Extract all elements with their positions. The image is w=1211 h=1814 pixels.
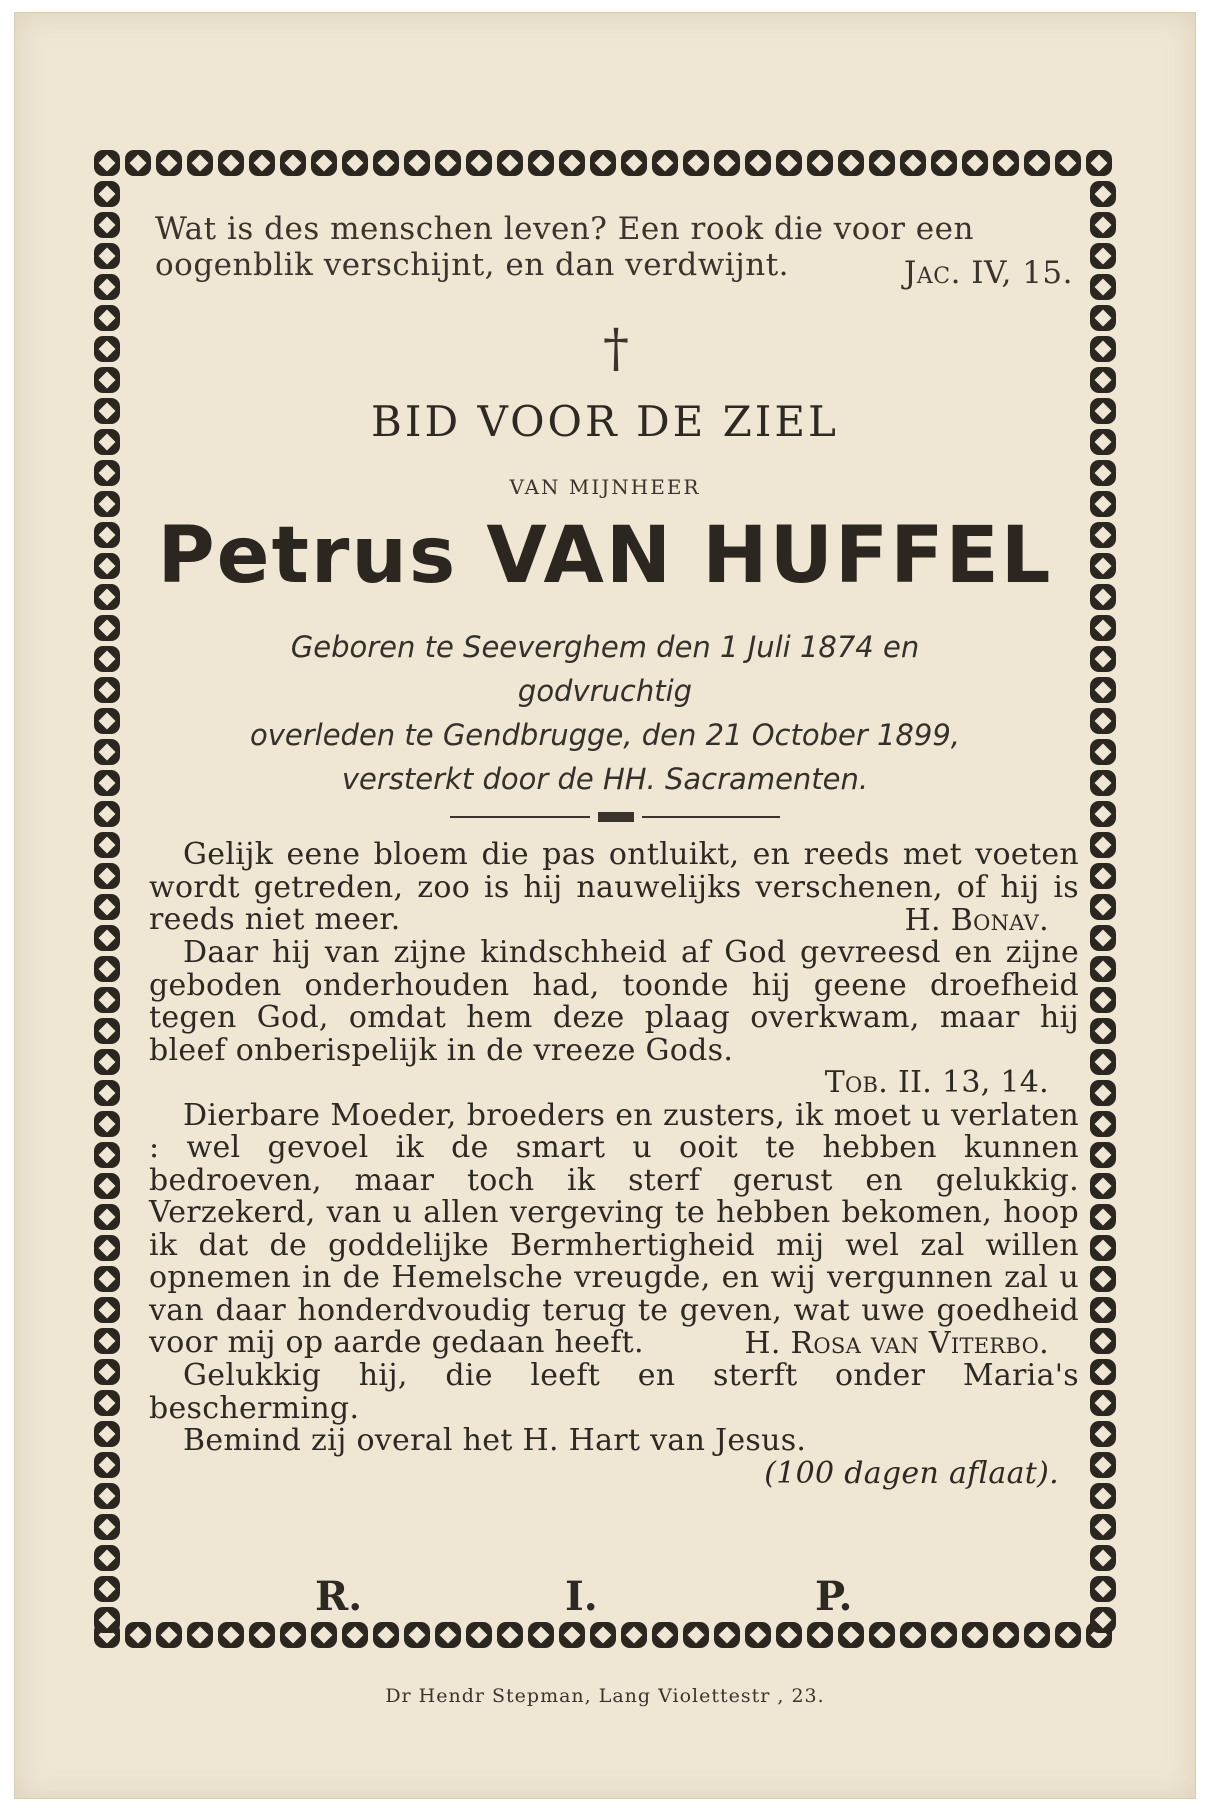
paragraph-2: Daar hij van zijne kindschheid af God gevreesd en zijne geboden onderhouden had, toonde hij geene droefheid tegen God, omdat hem deze plaag overkwam, maar hij bleef onberispelijk in de vreeze Gods. xyxy=(149,935,1079,1068)
paragraph-5: Bemind zij overal het H. Hart van Jesus. xyxy=(183,1423,807,1458)
memorial-card xyxy=(14,12,1196,1799)
rip-i: I. xyxy=(565,1573,598,1620)
epigraph-reference: Jac. IV, 15. xyxy=(903,255,1073,291)
life-line-3: overleden te Gendbrugge, den 21 October 1899, xyxy=(249,718,961,752)
rip-p: P. xyxy=(815,1573,853,1620)
heading: BID VOOR DE ZIEL xyxy=(371,397,839,446)
paragraph-1-reference: H. Bonav. xyxy=(904,902,1049,938)
printer-imprint: Dr Hendr Stepman, Lang Violettestr , 23. xyxy=(385,1685,825,1707)
life-line-1: Geboren te Seeverghem den 1 Juli 1874 en xyxy=(290,630,920,664)
paragraph-3-reference: H. Rosa van Viterbo. xyxy=(744,1325,1049,1361)
paragraph-1: Gelijk eene bloem die pas ontluikt, en reeds met voeten wordt getreden, zoo is hij nauwelijks verschenen, of hij is reeds niet meer. xyxy=(149,837,1079,937)
epigraph-line-2: oogenblik verschijnt, en dan verdwijnt. xyxy=(155,247,790,283)
paragraph-3: Dierbare Moeder, broeders en zusters, ik moet u verlaten : wel gevoel ik de smart u ooit te hebben kunnen bedroeven, maar toch ik sterf gerust en gelukkig. Verzekerd, van u allen vergeving te hebben bekomen, hoop ik dat de goddelijke Bermhertigheid mij wel zal willen opnemen in de Hemelsche vreugde, en wij vergunnen zal u van daar honderdvoudig terug te geven, wat uwe goedheid voor mij op aarde gedaan heeft. xyxy=(149,1097,1079,1360)
divider-ornament xyxy=(450,811,780,823)
subheading: VAN MIJNHEER xyxy=(509,475,701,499)
life-dates xyxy=(15,625,1195,801)
life-line-4: versterkt door de HH. Sacramenten. xyxy=(341,762,869,796)
life-line-2: godvruchtig xyxy=(517,674,693,708)
paragraph-2-reference: Tob. II. 13, 14. xyxy=(824,1065,1049,1100)
rip-r: R. xyxy=(315,1573,363,1620)
indulgence-note: (100 dagen aflaat). xyxy=(764,1455,1059,1491)
epigraph-line-1: Wat is des menschen leven? Een rook die voor een xyxy=(155,211,974,247)
deceased-name: Petrus VAN HUFFEL xyxy=(157,511,1053,601)
verse-text xyxy=(149,839,1079,1490)
epigraph xyxy=(155,211,1085,291)
cross-icon: † xyxy=(603,319,629,379)
rip-initials xyxy=(315,1573,915,1623)
paragraph-4: Gelukkig hij, die leeft en sterft onder Maria's bescherming. xyxy=(149,1358,1079,1426)
